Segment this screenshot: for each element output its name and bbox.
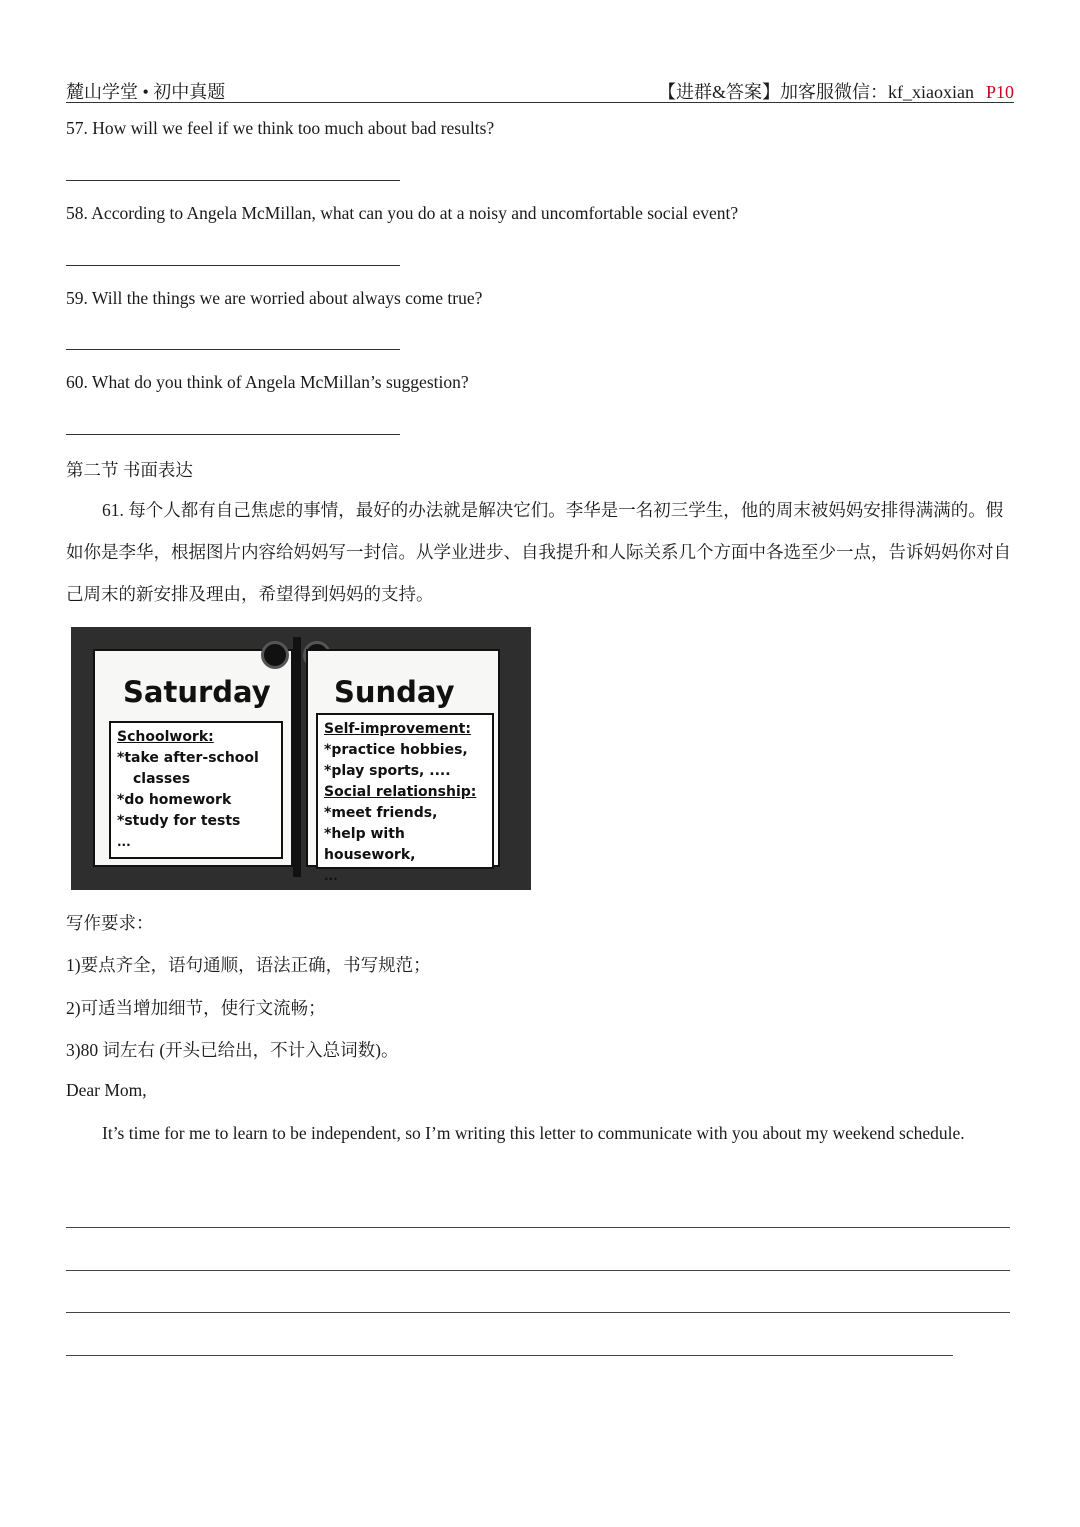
writing-line[interactable] [66,1227,1010,1228]
header-left: 麓山学堂 • 初中真题 [66,82,226,102]
header-rule [66,102,1014,103]
saturday-box [109,721,283,859]
saturday-title: Saturday [123,675,271,709]
page-number: P10 [985,82,1014,102]
header-right-text: 【进群&答案】加客服微信：kf_xiaoxian [658,82,974,102]
writing-line[interactable] [66,1312,1010,1313]
sunday-item: *practice hobbies, [324,742,468,758]
writing-prompt [66,489,1016,615]
saturday-item: *do homework [117,792,232,808]
question-58: 58. According to Angela McMillan, what can you do at a noisy and uncomfortable social event? [66,203,739,223]
writing-line[interactable] [66,1355,953,1356]
sunday-item: *help with housework, [324,826,416,863]
section-title: 第二节 书面表达 [66,460,193,480]
requirement-item: 3)80 词左右 (开头已给出，不计入总词数)。 [66,1040,399,1060]
saturday-heading: Schoolwork: [117,729,214,745]
letter-opening [66,1112,986,1154]
saturday-item: *study for tests [117,813,241,829]
saturday-page [93,649,293,867]
sunday-heading-1: Self-improvement: [324,721,471,737]
binder-ring [261,641,289,669]
sunday-heading-2: Social relationship: [324,784,477,800]
sunday-title: Sunday [334,675,455,709]
answer-line-57[interactable] [66,180,400,181]
writing-prompt-text: 61. 每个人都有自己焦虑的事情，最好的办法就是解决它们。李华是一名初三学生，他的周末被妈妈安排得满满的。假如你是李华，根据图片内容给妈妈写一封信。从学业进步、自我提升和人际关系几个方面中各选至少一点，告诉妈妈你对自己周末的新安排及理由，希望得到妈妈的支持。 [66,500,1011,604]
sunday-box [316,713,494,883]
answer-line-60[interactable] [66,434,400,435]
answer-line-59[interactable] [66,349,400,350]
requirements-title: 写作要求： [66,913,154,933]
question-59: 59. Will the things we are worried about always come true? [66,288,483,308]
saturday-item: *take after-school [117,750,259,766]
question-60: 60. What do you think of Angela McMillan’s suggestion? [66,372,469,392]
calendar-picture [71,627,531,890]
saturday-item: classes [133,771,191,787]
header-right [658,78,1014,104]
question-57: 57. How will we feel if we think too much about bad results? [66,118,495,138]
saturday-item: ... [117,835,131,849]
requirement-item: 1)要点齐全，语句通顺，语法正确，书写规范； [66,955,431,975]
sunday-page [306,649,500,883]
sunday-item: *meet friends, [324,805,438,821]
answer-line-58[interactable] [66,265,400,266]
sunday-item: *play sports, .... [324,763,451,779]
letter-opening-text: It’s time for me to learn to be independent, so I’m writing this letter to communicate with you about my weekend schedule. [102,1123,965,1143]
writing-line[interactable] [66,1270,1010,1271]
binder-divider [293,637,301,877]
requirement-item: 2)可适当增加细节，使行文流畅； [66,998,326,1018]
sunday-item: ... [324,869,338,883]
letter-greeting: Dear Mom, [66,1080,147,1100]
